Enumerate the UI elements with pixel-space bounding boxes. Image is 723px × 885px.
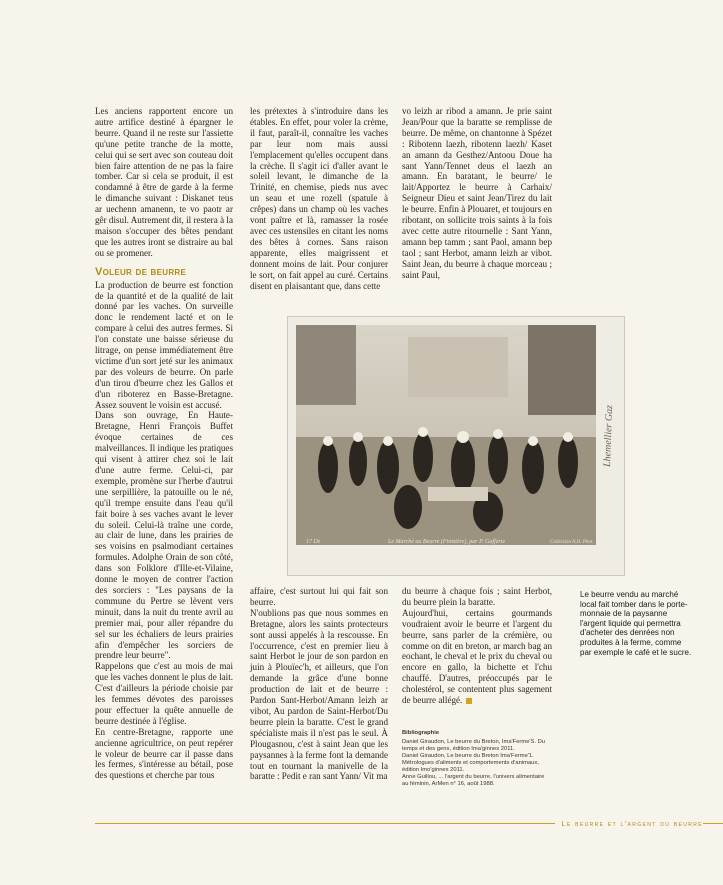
text-column-3-top xyxy=(402,106,552,281)
paragraph: N'oublions pas que nous sommes en Bretagne, alors les saints protecteurs sont aussi appelés à la rescousse. En l'occurrence, c'est en premier lieu à saint Herbot le jour de son pardon en juin à Plouïec'h, et ailleurs, que l'on demande la grâce d'une bonne production de lait et de beurre : Pardon Sant-Herbot/Amann leizh ar vibot, Au pardon de Saint-Herbot/Du beurre plein la baratte. C'est le grand spécialiste mais il n'est pas le seul. À Plougasnou, c'est à saint Jean que les paysannes à la ferme font la demande tout en tournant la manivelle de la baratte : Pedit e ran sant Yann/ Vit ma xyxy=(250,607,388,782)
running-footer: Le beurre et l'argent du beurre xyxy=(555,819,703,828)
text-column-2-bottom xyxy=(250,586,388,782)
paragraph: affaire, c'est surtout lui qui fait son beurre. xyxy=(250,586,388,607)
bibliography-entry: Anne Guillou, ... l'argent du beurre, l'univers alimentaire au féminin, ArMen n° 16, août 1988. xyxy=(402,774,545,787)
photo-signature: Lhemellier Gaz xyxy=(602,404,616,468)
photo-label-center: Le Marché au Beurre (Finistère), par P. Gafferie xyxy=(388,539,506,545)
text-column-1 xyxy=(95,106,233,781)
paragraph xyxy=(402,608,552,706)
paragraph: En centre-Bretagne, rapporte une ancienne agricultrice, on peut repérer le voleur de beurre car il passe dans les fermes, s'intéresse au bétail, pose des questions et cherche par tous xyxy=(95,726,233,781)
bibliography-entry: Daniel Giraudon, Le beurre du Breton Ima'Ferme'1. Métrologues d'aliments et comportements d'animaux, édition Imo'ginnes 2011. xyxy=(402,753,539,773)
paragraph: les prétextes à s'introduire dans les étables. En effet, pour voler la crème, il faut, paraît-il, connaître les vaches par leur nom mais aussi l'emplacement qu'elles occupent dans la crèche. Il s'agit ici d'aller avant le soleil levant, le dimanche de la Trinité, en chemise, pieds nus avec un seau et une rozell (spatule à crêpes) dans un champ où les vaches vont paître et là, ramasser la rosée avec ces ustensiles en citant les noms des bêtes à cornes. Sans raison apparente, elles maigrissent et donnent moins de lait. Pour conjurer le sort, on fait appel au curé. Certains disent en plaisantant que, dans cette xyxy=(250,106,388,291)
bibliography-entry: Daniel Giraudon, Le beurre du Breton, Ima'Ferme'S. Du temps et des gens, édition Ima'ginnes 2011. xyxy=(402,739,546,752)
paragraph: Dans son ouvrage, En Haute-Bretagne, Henri François Buffet évoque certaines de ces malveillances. Il indique les pratiques qui visent à attirer chez soi le lait d'une autre ferme. Celui-ci, par exemple, promène sur l'herbe d'autrui une serpillière, la patouille ou le né, qu'il trempe ensuite dans l'eau qu'il fait boire à ses vaches avant le lever du soleil. Celui-là traîne une corde, au clair de lune, dans les prairies de ses voisins en psalmodiant certaines formules. Adolphe Orain de son côté, dans son Folklore d'Ille-et-Vilaine, donne le moyen de contrer l'action des sorciers : "Les paysans de la commune du Pertre se lèvent vers minuit, dans la nuit du trente avril au premier mai, pour aller répandre du sel sur les échaliers de leurs prairies afin d'empêcher les sorciers de prendre leur beurre". xyxy=(95,410,233,661)
photo-illustration xyxy=(288,317,624,575)
text-column-3-bottom xyxy=(402,586,552,706)
photo-label-left: 17 Dz xyxy=(306,539,321,545)
bibliography-title: Bibliographie xyxy=(402,730,440,736)
paragraph: du beurre à chaque fois ; saint Herbot, du beurre plein la baratte. xyxy=(402,586,552,607)
paragraph: vo leizh ar ribod a amann. Je prie saint Jean/Pour que la baratte se remplisse de beurre. De même, on chantonne à Spézet : Ribotenn laezh, ribotenn laezh/ Kaset an amann da Gesthez/Antoou Doue ha sant Yann/Tennet deus el laezh an amann. En baratant, le beurre/ le lait/Apportez le beurre à Carhaix/ Seigneur Dieu et saint Jean/Tirez du lait le beurre. Enfin à Plouaret, et toujours en ribotant, on sollicite trois saints à la fois avec cette autre ritournelle : Sant Yann, amann bep tamm ; sant Paol, amann bep taol ; sant Herbot, amann leizh ar vibot. Saint Jean, du beurre à chaque morceau ; saint Paul, xyxy=(402,106,552,280)
photo-caption: Le beurre vendu au marché local fait tomber dans le porte-monnaie de la paysanne l'argent liquide qui permettra d'acheter des denrées non produites à la ferme, comme par exemple le café et le sucre. xyxy=(580,590,692,657)
text-column-2-top xyxy=(250,106,388,291)
paragraph: Les anciens rapportent encore un autre artifice destiné à épargner le beurre. Quand il ne reste sur l'assiette qu'une petite tranche de la motte, celui qui se sert avec son couteau doit bien faire attention de ne pas la faire tomber. Car si cela se produit, il est condamné à être de garde à la ferme le dimanche suivant : Diskanet teus ar uechenn amanenn, te vo paotr ar gêr disul. Autrement dit, il restera à la maison s'occuper des bêtes pendant que les autres iront se distraire au bal ou se promener. xyxy=(95,106,233,258)
market-photo xyxy=(287,316,625,576)
paragraph-text: Aujourd'hui, certains gourmands voudraient avoir le beurre et l'argent du beurre, sans parler de la crémière, ou comme on dit en breton, ar march bag an eochant, le cheval et le prix du cheval ou encore en gallo, la bichette et l'chu chauffé. D'autres, préoccupés par le cholestérol, se contentent plus sagement de beurre allégé. xyxy=(402,607,552,706)
paragraph: Rappelons que c'est au mois de mai que les vaches donnent le plus de lait. C'est d'ailleurs la période choisie par les femmes dévotes des paroisses pour effectuer la quête annuelle de beurre destinée à l'église. xyxy=(95,661,233,726)
end-mark-icon xyxy=(466,698,472,704)
photo-label-right: Collection N.D. Phot. xyxy=(550,540,594,545)
paragraph: La production de beurre est fonction de la quantité et de la qualité de lait donné par les vaches. On surveille donc le rendement lacté et on le compare à celui des autres fermes. Si l'on constate une baisse sérieuse du litrage, on pense immédiatement être victime d'un sort jeté sur les animaux par des voleurs de beurre. On parle d'un tirou d'beurre chez les Gallos et d'un riboterez en Basse-Bretagne. Assez souvent le voisin est accusé. xyxy=(95,279,233,410)
section-heading: Voleur de beurre xyxy=(95,265,187,278)
bibliography xyxy=(402,730,552,788)
